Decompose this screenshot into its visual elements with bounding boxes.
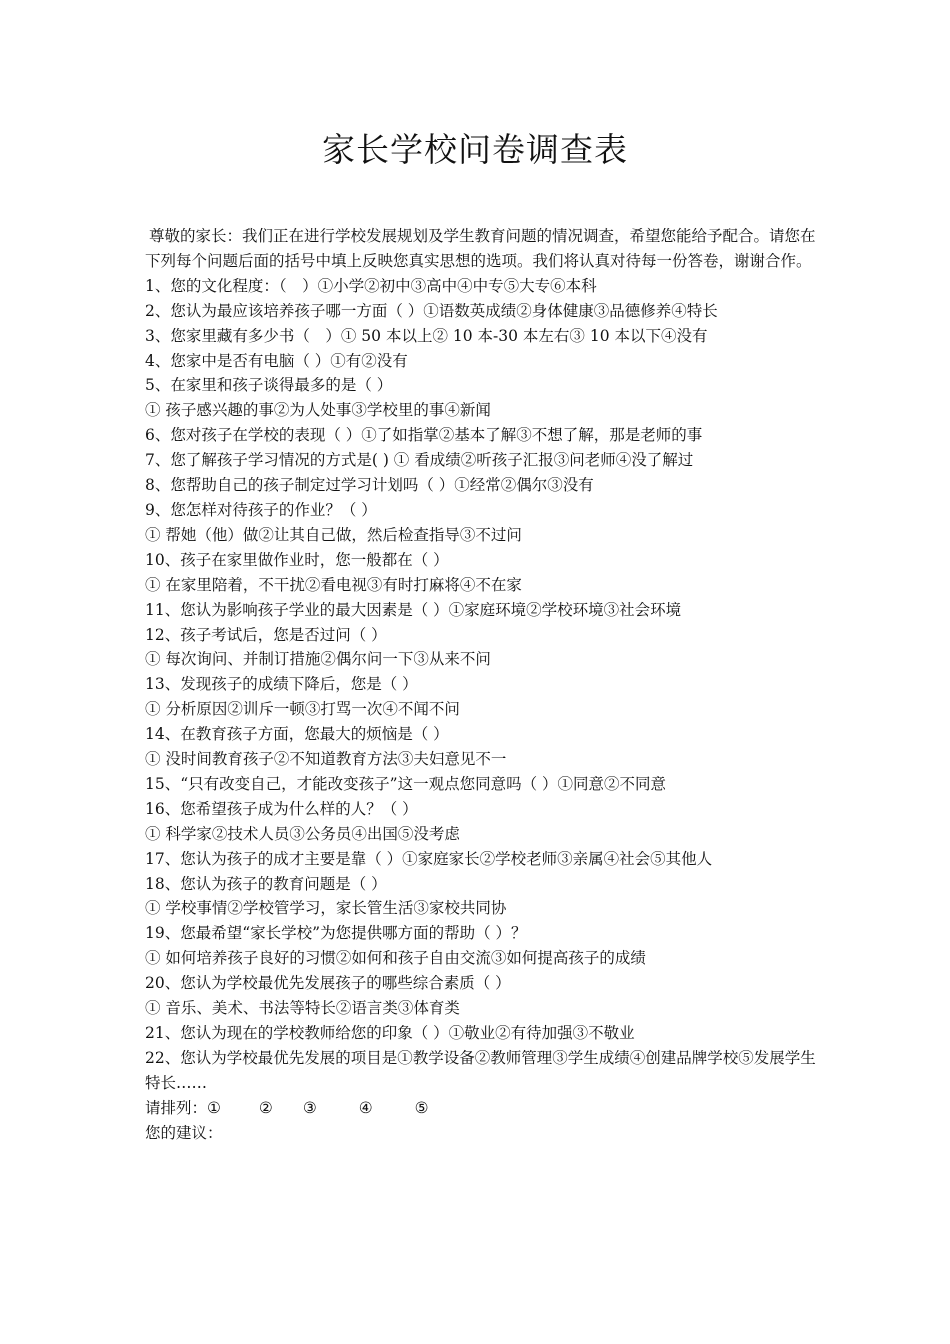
question-line: 15、“只有改变自己，才能改变孩子”这一观点您同意吗（ ）①同意②不同意 [145,774,667,793]
ranking-row [145,1096,820,1121]
question-line: 4、您家中是否有电脑（ ）①有②没有 [145,351,408,370]
suggestion-label: 您的建议： [145,1123,223,1142]
intro-paragraph: 尊敬的家长：我们正在进行学校发展规划及学生教育问题的情况调查，希望您能给予配合。请您在下列每个问题后面的括号中填上反映您真实思想的选项。我们将认真对待每一份答卷，谢谢合作。 [145,227,816,270]
question-line: 1、您的文化程度：（ ）①小学②初中③高中④中专⑤大专⑥本科 [145,276,597,295]
question-line: 18、您认为孩子的教育问题是（ ） [145,874,387,893]
question-line: 11、您认为影响孩子学业的最大因素是（ ）①家庭环境②学校环境③社会环境 [145,600,682,619]
answer-options-line: ① 音乐、美术、书法等特长②语言类③体育类 [145,999,460,1018]
question-line: 13、发现孩子的成绩下降后，您是（ ） [145,675,418,694]
ranking-slot: ④ [358,1098,373,1117]
answer-options-line: ① 每次询问、并制订措施②偶尔问一下③从来不问 [145,650,491,669]
questionnaire-body [145,224,820,1146]
question-line: 17、您认为孩子的成才主要是靠（ ）①家庭家长②学校老师③亲属④社会⑤其他人 [145,849,713,868]
answer-options-line: ① 在家里陪着，不干扰②看电视③有时打麻将④不在家 [145,575,522,594]
ranking-slot: ③ [302,1098,317,1117]
question-line: 21、您认为现在的学校教师给您的印象（ ）①敬业②有待加强③不敬业 [145,1024,635,1042]
question-line: 19、您最希望“家长学校”为您提供哪方面的帮助（ ）？ [145,924,527,943]
question-line: 5、在家里和孩子谈得最多的是（ ） [145,376,393,395]
ranking-label: 请排列： [145,1098,208,1117]
question-list [145,274,820,1046]
question-line: 16、您希望孩子成为什么样的人？（ ） [145,799,418,818]
ranking-slot: ⑤ [414,1098,429,1117]
question-line: 8、您帮助自己的孩子制定过学习计划吗（ ）①经常②偶尔③没有 [145,476,594,495]
question-line: 10、孩子在家里做作业时，您一般都在（ ） [145,550,449,569]
question-line: 2、您认为最应该培养孩子哪一方面（ ）①语数英成绩②身体健康③品德修养④特长 [145,301,718,320]
page-title: 家长学校问卷调查表 [322,130,628,169]
question-line: 3、您家里藏有多少书（ ）① 50 本以上② 10 本-30 本左右③ 10 本以下④没有 [145,326,708,345]
question-line: 9、您怎样对待孩子的作业？（ ） [145,500,377,519]
question-line: 14、在教育孩子方面，您最大的烦恼是（ ） [145,725,449,744]
answer-options-line: ① 孩子感兴趣的事②为人处事③学校里的事④新闻 [145,401,491,420]
question-line: 12、孩子考试后，您是否过问（ ） [145,625,387,644]
answer-options-line: ① 帮她（他）做②让其自己做，然后检查指导③不过问 [145,525,522,544]
ranking-slot: ② [258,1098,273,1117]
answer-options-line: ① 没时间教育孩子②不知道教育方法③夫妇意见不一 [145,750,507,769]
answer-options-line: ① 科学家②技术人员③公务员④出国⑤没考虑 [145,824,460,843]
question-line: 6、您对孩子在学校的表现（ ）①了如指掌②基本了解③不想了解，那是老师的事 [145,426,703,445]
question-line: 7、您了解孩子学习情况的方式是( ) ① 看成绩②听孩子汇报③问老师④没了解过 [145,451,694,470]
question-22: 22、您认为学校最优先发展的项目是①教学设备②教师管理③学生成绩④创建品牌学校⑤发展学生特长…… [145,1048,816,1092]
ranking-slot: ① [207,1098,221,1117]
answer-options-line: ① 分析原因②训斥一顿③打骂一次④不闻不问 [145,700,460,719]
answer-options-line: ① 学校事情②学校管学习，家长管生活③家校共同协 [145,899,507,918]
question-line: 20、您认为学校最优先发展孩子的哪些综合素质（ ） [145,974,511,993]
answer-options-line: ① 如何培养孩子良好的习惯②如何和孩子自由交流③如何提高孩子的成绩 [145,949,646,968]
